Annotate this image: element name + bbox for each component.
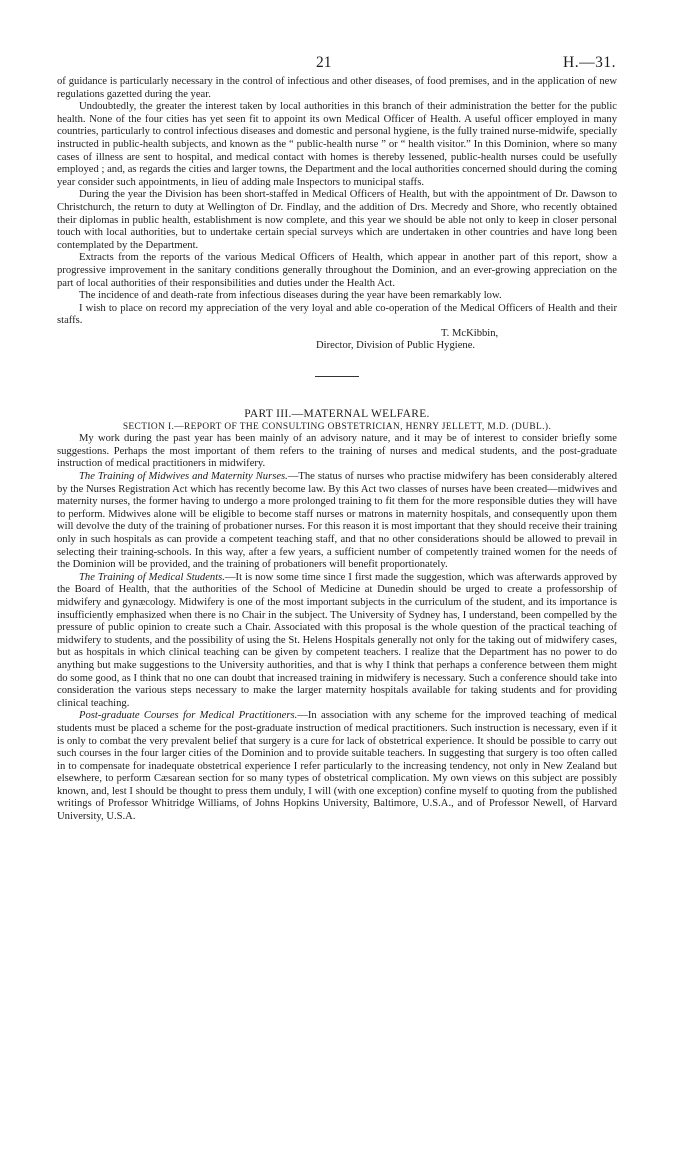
paragraph-text: —In association with any scheme for the improved teaching of medical students must be placed a scheme for the post-graduate instruction of medical practitioners. Such instruction is necessary, even if it is only to combat the very prevalent belief that surgery is a cure for lack of obstetrical experience. It should be possible to carry out such courses in the four larger cities of the Dominion and to provide suitable teachers. In suggesting that surgery is too often called in to compensate for inadequate obstetrical experience I refer particularly to the increasing tendency, not only in New Zealand but elsewhere, to perform Cæsarean section for so many types of obstetrical complication. My own views on this subject are possibly known, and, lest I should be thought to press them unduly, I will (with one exception) confine myself to quoting from the published writings of Professor Whitridge Williams, of Johns Hopkins University, Baltimore, U.S.A., and of Professor Newell, of Harvard University, U.S.A. bbox=[57, 710, 617, 823]
paragraph-text: —It is now some time since I first made the suggestion, which was afterwards approved by the Board of Health, that the authorities of the School of Medicine at Dunedin should be urged to create a professorship of midwifery and gynæcology. Midwifery is one of the most important subjects in the curriculum of the student, and its importance is insufficiently emphasized when there is no Chair in the subject. The University of Sydney has, I understand, been compelled by the pressure of public opinion to create such a Chair. Associated with this proposal is the whole question of the practical teaching of midwifery to students, and the possibility of using the St. Helens Hospitals generally not only for the taking out of midwifery cases, but as hospitals in which clinical teaching can be given by competent teachers. I realize that the Department has no power to do anything but make suggestions to the University authorities, and that is why I think that perhaps a conference between them might do some good, as I think that no one can doubt that increased training in midwifery is necessary. Such a conference should take into consideration the various steps necessary to make the larger maternity hospitals available for taking students and for providing clinical teaching. bbox=[57, 571, 617, 709]
report-paragraph: My work during the past year has been mainly of an advisory nature, and it may be of interest to consider briefly some suggestions. Perhaps the most important of them refers to the training of nurses and medical students, and the post-graduate instruction of medical practitioners in midwifery. bbox=[57, 433, 617, 470]
page-number: 21 bbox=[316, 54, 332, 71]
hygiene-paragraph: Undoubtedly, the greater the interest taken by local authorities in this branch of their administration the better for the public health. None of the four cities has yet seen fit to appoint its own Medical Officer of Health. A useful officer employed in many countries, particularly to control infectious diseases and domestic and personal hygiene, is the fully trained nurse-midwife, specially instructed in public-health subjects, and known as the “ public-health nurse ” or “ health visitor.” In this Dominion, where so many cases of illness are sent to hospital, and medical contact with homes is thereby lessened, public-health nurses could be usefully employed ; and, as regards the cities and larger towns, the Department and the local authorities concerned should during the coming year consider such appointments, in lieu of adding male Inspectors to municipal staffs. bbox=[57, 101, 617, 188]
report-paragraph bbox=[57, 572, 617, 711]
hygiene-paragraph: The incidence of and death-rate from infectious diseases during the year have been remarkably low. bbox=[79, 290, 502, 302]
hygiene-paragraph: of guidance is particularly necessary in the control of infectious and other diseases, of food premises, and in the application of new regulations gazetted during the year. bbox=[57, 76, 617, 100]
hygiene-paragraph: During the year the Division has been short-staffed in Medical Officers of Health, but with the appointment of Dr. Dawson to Christchurch, the return to duty at Wellington of Dr. Findlay, and the addition of Drs. Mecredy and Shore, who recently obtained their diplomas in public health, establishment is now complete, and this year we should be able not only to keep in closer personal touch with local authorities, but to undertake certain special surveys which are undertaken in other countries and have long been contemplated by the Department. bbox=[57, 189, 617, 251]
part-heading: PART III.—MATERNAL WELFARE. bbox=[244, 408, 430, 421]
document-reference: H.—31. bbox=[563, 54, 616, 71]
paragraph-text: —The status of nurses who practise midwifery has been considerably altered by the Nurses Registration Act which has recently become law. By this Act two classes of nurses have been created—midwives and maternity nurses, the former having to undergo a more prolonged training to fit them for the more responsible duties they will have to perform. Midwives alone will be eligible to become staff nurses or matrons in maternity hospitals, and consequently upon them will devolve the duty of the training of probationer nurses. For this reason it is most important that they should receive their training only in such hospitals as can provide a competent teaching staff, and that no other considerations should be allowed to prevail in selecting their training-schools. In this way, after a few years, a sufficient number of competently trained women for the needs of the Dominion will be provided, and the training of probationers will benefit proportionately. bbox=[57, 471, 617, 571]
section-divider bbox=[315, 376, 359, 377]
hygiene-paragraph: I wish to place on record my appreciation of the very loyal and able co-operation of the Medical Officers of Health and their staffs. bbox=[57, 302, 617, 327]
section-heading: SECTION I.—REPORT OF THE CONSULTING OBSTETRICIAN, HENRY JELLETT, M.D. (DUBL.). bbox=[122, 421, 552, 432]
paragraph-title: The Training of Midwives and Maternity Nurses. bbox=[79, 471, 288, 483]
body-text bbox=[57, 76, 617, 824]
paragraph-title: Post-graduate Courses for Medical Practitioners. bbox=[79, 710, 298, 722]
paragraph-title: The Training of Medical Students. bbox=[79, 571, 225, 583]
hygiene-paragraph: Extracts from the reports of the various Medical Officers of Health, which appear in another part of this report, show a progressive improvement in the sanitary conditions generally throughout the Dominion, and an ever-growing appreciation on the part of local authorities of their responsibilities and duties under the Health Act. bbox=[57, 252, 617, 289]
report-paragraph bbox=[57, 710, 617, 823]
signature-name: T. McKibbin, bbox=[441, 327, 499, 339]
page-header bbox=[0, 54, 700, 74]
report-paragraph bbox=[57, 471, 617, 572]
signature-title: Director, Division of Public Hygiene. bbox=[316, 340, 476, 352]
